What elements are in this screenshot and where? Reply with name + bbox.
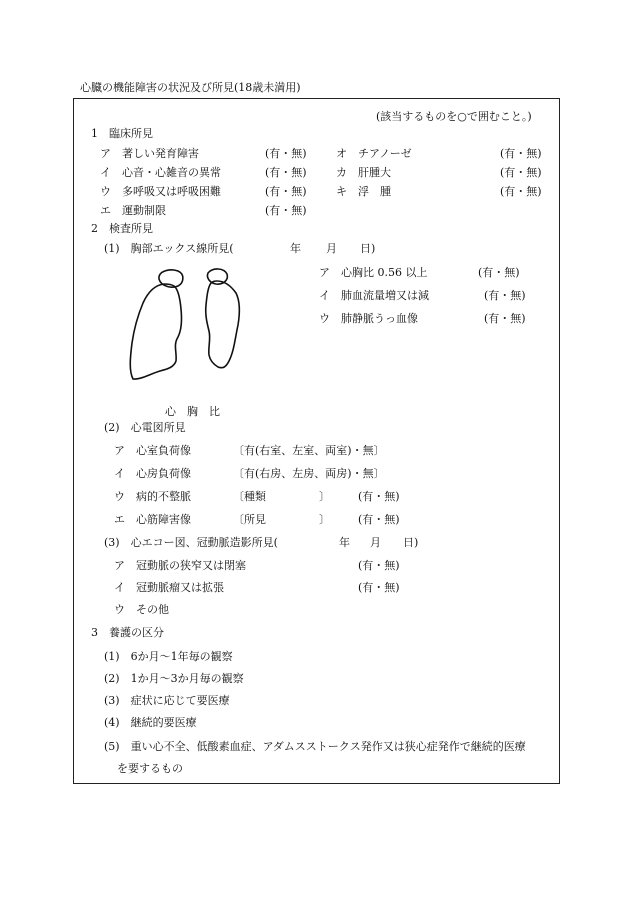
xray-ctr-value: (有・無) bbox=[478, 266, 520, 279]
clinical-item-o-value: (有・無) bbox=[500, 147, 542, 160]
xray-month-label: 月 bbox=[326, 242, 337, 255]
ecg-ventricular-value: 〔有(右室、左室、両室)・無〕 bbox=[233, 444, 385, 457]
ecg-myocardial-item: エ 心筋障害像 bbox=[114, 513, 191, 526]
echo-aneurysm-value: (有・無) bbox=[358, 581, 400, 594]
care-option-5: (5) 重い心不全、低酸素血症、アダムスストークス発作又は狭心症発作で継続的医療 bbox=[104, 740, 526, 753]
xray-venous-congestion-value: (有・無) bbox=[484, 312, 526, 325]
care-option-1: (1) 6か月～1年毎の観察 bbox=[104, 650, 233, 663]
ecg-heading: (2) 心電図所見 bbox=[104, 421, 186, 434]
ecg-arrhythmia-value: (有・無) bbox=[358, 490, 400, 503]
clinical-item-u-value: (有・無) bbox=[265, 185, 307, 198]
clinical-item-e: エ 運動制限 bbox=[100, 204, 166, 217]
clinical-item-e-value: (有・無) bbox=[265, 204, 307, 217]
section-care-category: 3 養護の区分 bbox=[91, 626, 164, 639]
care-option-4: (4) 継続的要医療 bbox=[104, 716, 197, 729]
clinical-item-o: オ チアノーゼ bbox=[336, 147, 412, 160]
care-option-3: (3) 症状に応じて要医療 bbox=[104, 694, 230, 707]
section-exam-findings: 2 検査所見 bbox=[91, 222, 153, 235]
clinical-item-ki-value: (有・無) bbox=[500, 185, 542, 198]
echo-month-label: 月 bbox=[370, 536, 381, 549]
left-lung-outline bbox=[130, 284, 181, 379]
clinical-item-ka: カ 肝腫大 bbox=[336, 166, 391, 179]
echo-heading: (3) 心エコー図、冠動脈造影所見( bbox=[104, 536, 278, 549]
form-title: 心臓の機能障害の状況及び所見(18歳未満用) bbox=[80, 81, 301, 94]
xray-venous-congestion-item: ウ 肺静脈うっ血像 bbox=[319, 312, 418, 325]
circle-instruction: (該当するものを○で囲むこと。) bbox=[376, 110, 532, 123]
ecg-ventricular-item: ア 心室負荷像 bbox=[114, 444, 191, 457]
echo-year-label: 年 bbox=[339, 536, 350, 549]
clinical-item-i: イ 心音・心雑音の異常 bbox=[100, 166, 221, 179]
ecg-myocardial-value: (有・無) bbox=[358, 513, 400, 526]
clinical-item-i-value: (有・無) bbox=[265, 166, 307, 179]
xray-pulmonary-flow-item: イ 肺血流量増又は減 bbox=[319, 289, 429, 302]
xray-pulmonary-flow-value: (有・無) bbox=[484, 289, 526, 302]
ecg-arrhythmia-item: ウ 病的不整脈 bbox=[114, 490, 191, 503]
echo-day-label: 日) bbox=[403, 536, 419, 549]
chest-xray-outline-figure bbox=[122, 265, 247, 390]
ecg-atrial-value: 〔有(右房、左房、両房)・無〕 bbox=[233, 467, 385, 480]
ecg-myocardial-findings-bracket: 〔所見 bbox=[233, 513, 266, 526]
xray-ctr-item: ア 心胸比 0.56 以上 bbox=[319, 266, 428, 279]
ecg-arrhythmia-type-bracket: 〔種類 bbox=[233, 490, 266, 503]
echo-stenosis-value: (有・無) bbox=[358, 559, 400, 572]
ecg-arrhythmia-type-close: 〕 bbox=[319, 490, 330, 503]
clinical-item-a-value: (有・無) bbox=[265, 147, 307, 160]
clinical-item-ki: キ 浮 腫 bbox=[336, 185, 391, 198]
clinical-item-ka-value: (有・無) bbox=[500, 166, 542, 179]
section-clinical-findings: 1 臨床所見 bbox=[91, 127, 153, 140]
clinical-item-u: ウ 多呼吸又は呼吸困難 bbox=[100, 185, 221, 198]
echo-stenosis-item: ア 冠動脈の狭窄又は閉塞 bbox=[114, 559, 246, 572]
ctr-figure-caption: 心 胸 比 bbox=[165, 405, 220, 418]
care-option-2: (2) 1か月～3か月毎の観察 bbox=[104, 672, 244, 685]
echo-aneurysm-item: イ 冠動脈瘤又は拡張 bbox=[114, 581, 224, 594]
xray-year-label: 年 bbox=[290, 242, 301, 255]
clinical-item-a: ア 著しい発育障害 bbox=[100, 147, 199, 160]
ecg-myocardial-findings-close: 〕 bbox=[319, 513, 330, 526]
ecg-atrial-item: イ 心房負荷像 bbox=[114, 467, 191, 480]
xray-heading: (1) 胸部エックス線所見( bbox=[104, 242, 234, 255]
care-option-5-continuation: を要するもの bbox=[117, 762, 183, 775]
right-lung-outline bbox=[206, 281, 240, 368]
xray-day-label: 日) bbox=[360, 242, 376, 255]
echo-other-item: ウ その他 bbox=[114, 603, 169, 616]
